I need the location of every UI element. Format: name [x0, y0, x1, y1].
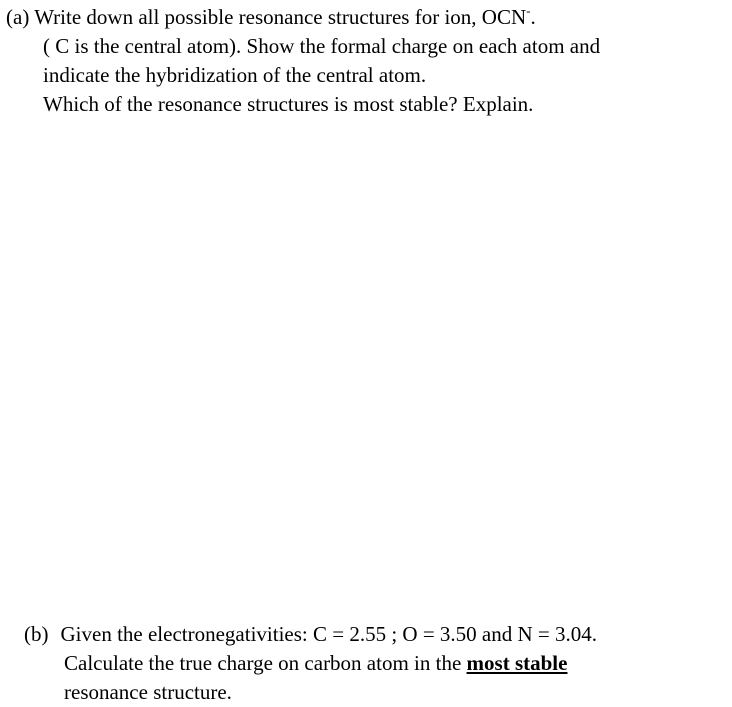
- part-b-line-2: [24, 649, 597, 678]
- part-b-line-1-text: Given the electronegativities: C = 2.55 ; O = 3.50 and N = 3.04.: [60, 622, 598, 646]
- part-b-label: (b): [24, 622, 49, 646]
- part-b-line-2-text: Calculate the true charge on carbon atom in the: [64, 651, 467, 675]
- part-a-line-2: ( C is the central atom). Show the formal charge on each atom and: [43, 34, 601, 58]
- part-a-line-1: [6, 3, 600, 32]
- anion-charge-superscript: -: [526, 3, 531, 18]
- part-a-label: (a): [6, 5, 30, 29]
- question-part-b: [24, 620, 597, 707]
- part-b-line-1: [24, 620, 597, 649]
- part-a-line-3: indicate the hybridization of the central atom.: [43, 63, 427, 87]
- part-a-line-4: Which of the resonance structures is most stable? Explain.: [43, 92, 534, 116]
- part-a-line-1-end: .: [530, 5, 536, 29]
- part-b-line-3: resonance structure.: [64, 680, 232, 704]
- part-a-line-1-text: Write down all possible resonance structures for ion, OCN: [34, 5, 527, 29]
- question-part-a: [6, 3, 600, 119]
- most-stable-emphasis: most stable: [466, 651, 568, 675]
